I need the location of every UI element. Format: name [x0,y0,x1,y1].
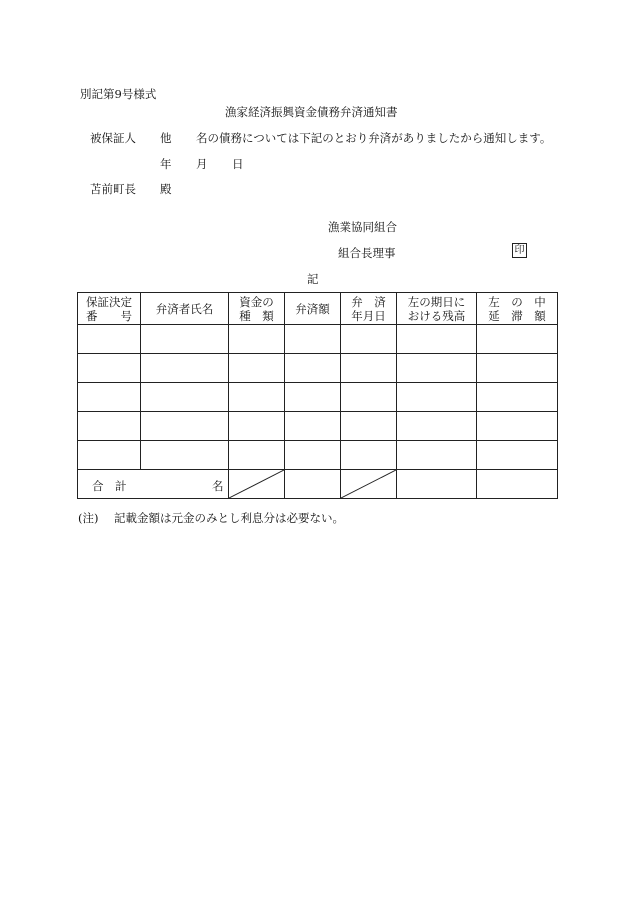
guarantor-label: 被保証人 [90,131,136,145]
table-header-row [78,293,558,325]
cell[interactable] [285,383,341,412]
table-row [78,412,558,441]
cell[interactable] [397,383,477,412]
cell[interactable] [141,412,229,441]
header-payment-date: 弁 済 年月日 [341,293,397,325]
total-date-diagonal [341,470,397,499]
document-title: 漁家経済振興資金債務弁済通知書 [225,105,398,119]
date-year: 年 [160,157,172,171]
cell[interactable] [141,325,229,354]
cell[interactable] [477,325,558,354]
cell[interactable] [397,412,477,441]
header-guarantee-number: 保証決定 番 号 [78,293,141,325]
cell[interactable] [141,441,229,470]
cell[interactable] [477,383,558,412]
cell[interactable] [78,441,141,470]
cell[interactable] [477,412,558,441]
cell[interactable] [341,325,397,354]
cell[interactable] [397,354,477,383]
header-payer-name: 弁済者氏名 [141,293,229,325]
guarantor-other: 他 [160,131,172,145]
cell[interactable] [477,441,558,470]
guarantor-statement: 名の債務については下記のとおり弁済がありましたから通知します。 [196,131,552,145]
header-arrears: 左 の 中 延 滞 額 [477,293,558,325]
table-row [78,441,558,470]
table-row [78,325,558,354]
cell[interactable] [397,441,477,470]
cell[interactable] [341,383,397,412]
cell[interactable] [78,354,141,383]
header-balance: 左の期日に おける残高 [397,293,477,325]
date-day: 日 [232,157,244,171]
cell[interactable] [285,441,341,470]
cell[interactable] [285,354,341,383]
header-fund-type: 資金の 種 類 [229,293,285,325]
cell[interactable] [229,383,285,412]
cell[interactable] [397,325,477,354]
cell[interactable] [341,441,397,470]
cell[interactable] [78,325,141,354]
table-row [78,383,558,412]
cell[interactable] [229,354,285,383]
cell[interactable] [141,354,229,383]
cell[interactable] [477,354,558,383]
footnote-marker: (注) [78,511,99,525]
cell[interactable] [141,383,229,412]
cell[interactable] [285,412,341,441]
association-name: 漁業協同組合 [328,220,397,234]
cell[interactable] [78,412,141,441]
seal-mark: 印 [512,243,527,258]
director-title: 組合長理事 [338,246,396,260]
cell[interactable] [229,412,285,441]
total-unit: 名 [212,479,224,493]
cell[interactable] [229,441,285,470]
repayment-table [77,292,558,499]
addressee-name: 苫前町長 [90,182,136,196]
header-amount: 弁済額 [285,293,341,325]
total-amount-cell[interactable] [285,470,341,499]
form-number: 別記第9号様式 [80,87,157,101]
cell[interactable] [229,325,285,354]
cell[interactable] [78,383,141,412]
total-arrears-cell[interactable] [477,470,558,499]
footnote-text: 記載金額は元金のみとし利息分は必要ない。 [114,511,344,525]
table-row [78,354,558,383]
cell[interactable] [285,325,341,354]
total-fund-type-diagonal [229,470,285,499]
addressee-honorific: 殿 [160,182,172,196]
date-month: 月 [196,157,208,171]
total-row [78,470,558,499]
cell[interactable] [341,412,397,441]
cell[interactable] [341,354,397,383]
total-label: 合 計 [92,479,127,493]
total-label-cell [78,470,229,499]
ki-label: 記 [307,272,319,286]
total-balance-cell[interactable] [397,470,477,499]
